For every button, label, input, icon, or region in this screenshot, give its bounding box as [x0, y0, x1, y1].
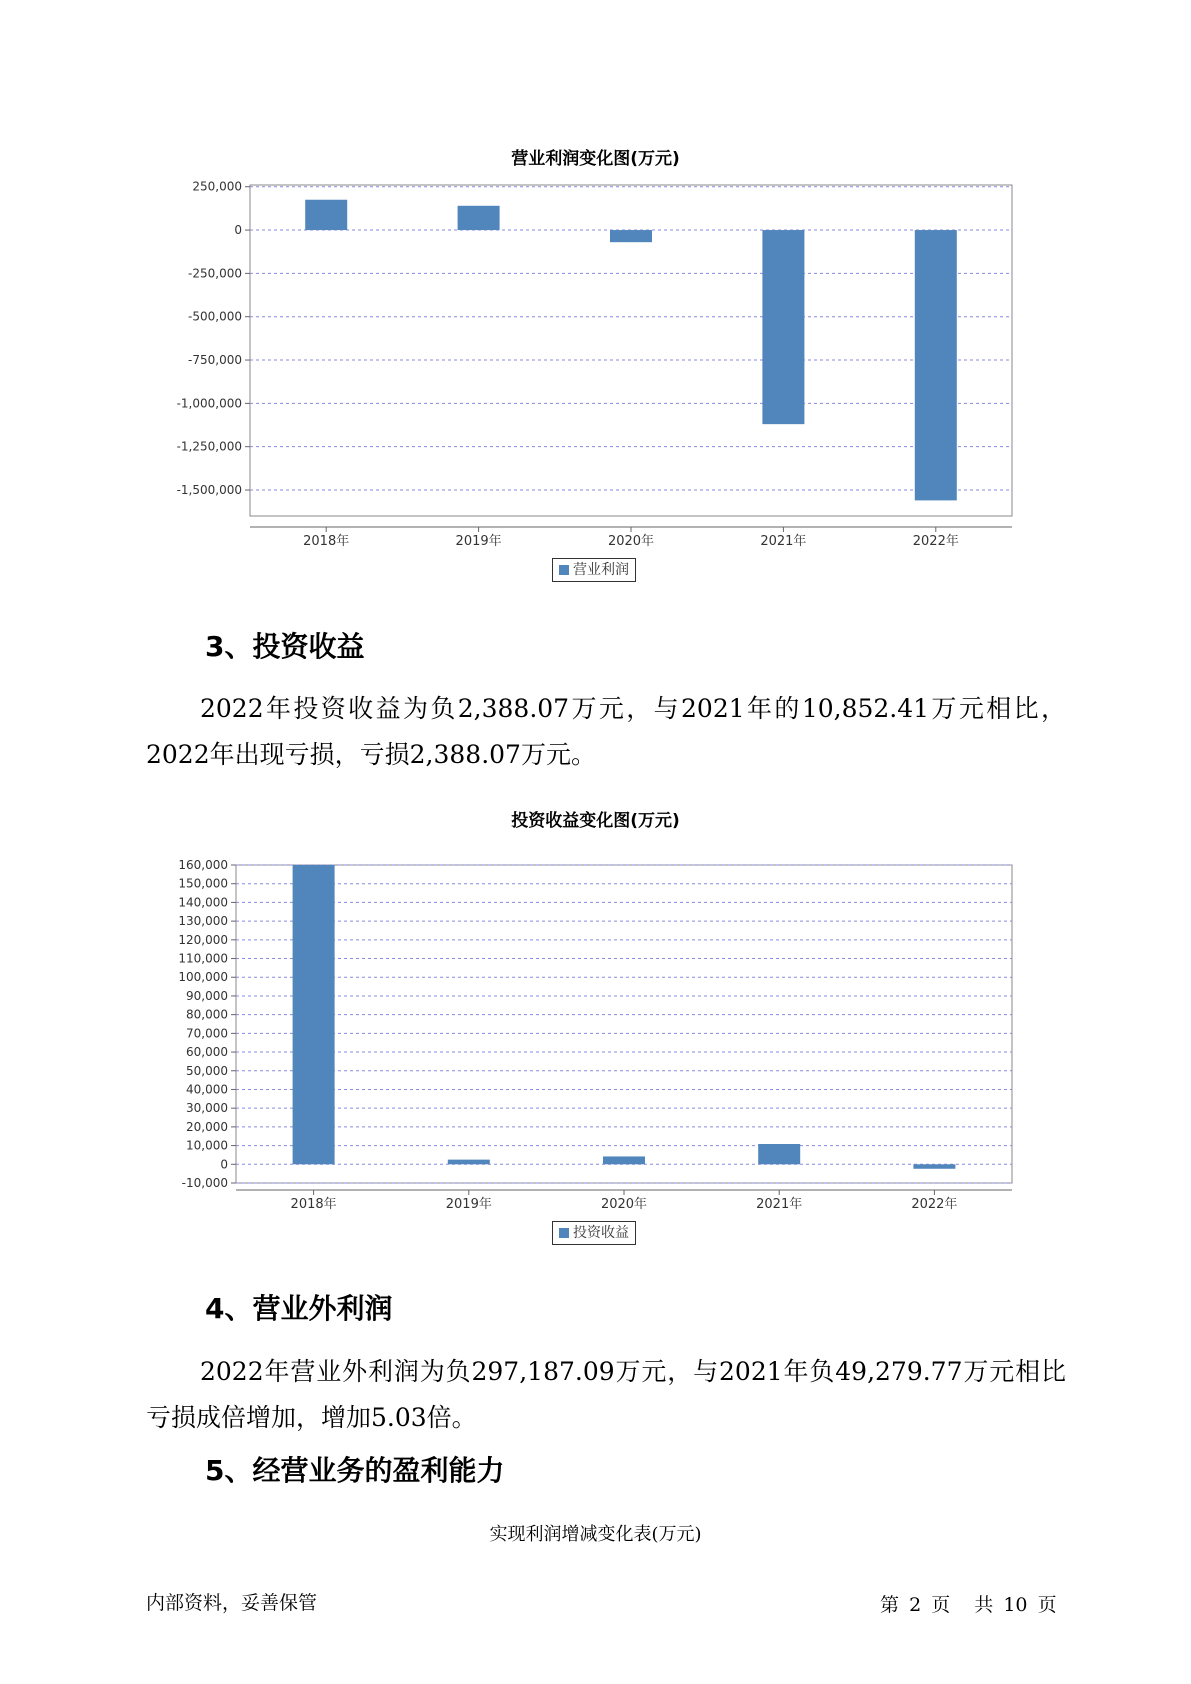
y-tick-label: 60,000 — [186, 1045, 228, 1060]
legend-swatch-icon — [559, 1228, 569, 1238]
bar — [758, 1144, 800, 1164]
bar — [458, 206, 500, 230]
footer-page-info — [880, 1590, 1061, 1617]
y-tick-label: 150,000 — [178, 876, 228, 891]
bar — [610, 230, 652, 242]
section-3-paragraph: 2022年投资收益为负2,388.07万元，与2021年的10,852.41万元相比，2022年出现亏损，亏损2,388.07万元。 — [146, 694, 1066, 769]
x-tick-label: 2021年 — [756, 1197, 803, 1212]
plot-area — [236, 865, 1012, 1183]
y-tick-label: 250,000 — [192, 179, 242, 194]
section-4-paragraph: 2022年营业外利润为负297,187.09万元，与2021年负49,279.77万元相比亏损成倍增加，增加5.03倍。 — [146, 1357, 1066, 1432]
y-tick-label: -1,000,000 — [176, 396, 242, 411]
bar — [915, 230, 957, 500]
y-tick-label: 40,000 — [186, 1082, 228, 1097]
x-tick-label: 2018年 — [303, 534, 350, 549]
x-tick-label: 2020年 — [600, 1197, 648, 1212]
y-tick-label: 30,000 — [186, 1101, 228, 1116]
x-tick-label: 2021年 — [760, 534, 807, 549]
bar — [305, 200, 347, 230]
y-tick-label: 0 — [220, 1157, 228, 1172]
total-pages: 10 — [1003, 1594, 1028, 1616]
page-prefix: 第 — [880, 1594, 900, 1616]
section-3-heading: 3、投资收益 — [205, 630, 365, 663]
footer-confidential: 内部资料，妥善保管 — [146, 1592, 318, 1614]
bar — [913, 1164, 955, 1168]
y-tick-label: 50,000 — [186, 1063, 228, 1078]
chart2-legend-label: 投资收益 — [573, 1225, 629, 1241]
total-unit: 页 — [1037, 1594, 1057, 1616]
chart2-legend — [552, 1221, 636, 1245]
chart2-title: 投资收益变化图(万元) — [511, 811, 680, 831]
legend-swatch-icon — [559, 565, 569, 575]
page-number: 2 — [909, 1594, 922, 1616]
y-tick-label: 90,000 — [186, 988, 228, 1003]
y-tick-label: 120,000 — [178, 932, 228, 947]
y-tick-label: -1,500,000 — [176, 483, 242, 498]
bar — [448, 1160, 490, 1165]
x-tick-label: 2018年 — [290, 1197, 337, 1212]
chart1-legend — [552, 558, 636, 582]
bar — [603, 1156, 645, 1164]
investment-income-chart — [0, 840, 1191, 1210]
page-unit: 页 — [931, 1594, 951, 1616]
y-tick-label: 100,000 — [178, 970, 228, 985]
bar — [293, 865, 335, 1164]
section-5-heading: 5、经营业务的盈利能力 — [205, 1454, 505, 1487]
operating-profit-chart — [0, 170, 1191, 549]
y-tick-label: 10,000 — [186, 1138, 228, 1153]
y-tick-label: 80,000 — [186, 1007, 228, 1022]
y-tick-label: -1,250,000 — [176, 439, 242, 454]
total-prefix: 共 — [974, 1594, 994, 1616]
bar — [762, 230, 804, 424]
y-tick-label: 70,000 — [186, 1026, 228, 1041]
table-caption: 实现利润增减变化表(万元) — [489, 1524, 702, 1545]
x-tick-label: 2022年 — [912, 534, 959, 549]
y-tick-label: 0 — [234, 223, 242, 238]
y-tick-label: -500,000 — [188, 309, 242, 324]
x-tick-label: 2019年 — [455, 534, 502, 549]
x-tick-label: 2019年 — [445, 1197, 492, 1212]
x-tick-label: 2020年 — [607, 534, 655, 549]
chart1-legend-label: 营业利润 — [573, 562, 629, 578]
y-tick-label: -10,000 — [181, 1176, 228, 1190]
y-tick-label: 110,000 — [178, 951, 228, 966]
y-tick-label: 130,000 — [178, 914, 228, 929]
y-tick-label: 160,000 — [178, 858, 228, 872]
x-tick-label: 2022年 — [911, 1197, 958, 1212]
y-tick-label: 20,000 — [186, 1119, 228, 1134]
y-tick-label: -750,000 — [188, 353, 242, 368]
y-tick-label: 140,000 — [178, 895, 228, 910]
y-tick-label: -250,000 — [188, 266, 242, 281]
section-4-heading: 4、营业外利润 — [205, 1292, 393, 1325]
chart1-title: 营业利润变化图(万元) — [511, 149, 680, 169]
